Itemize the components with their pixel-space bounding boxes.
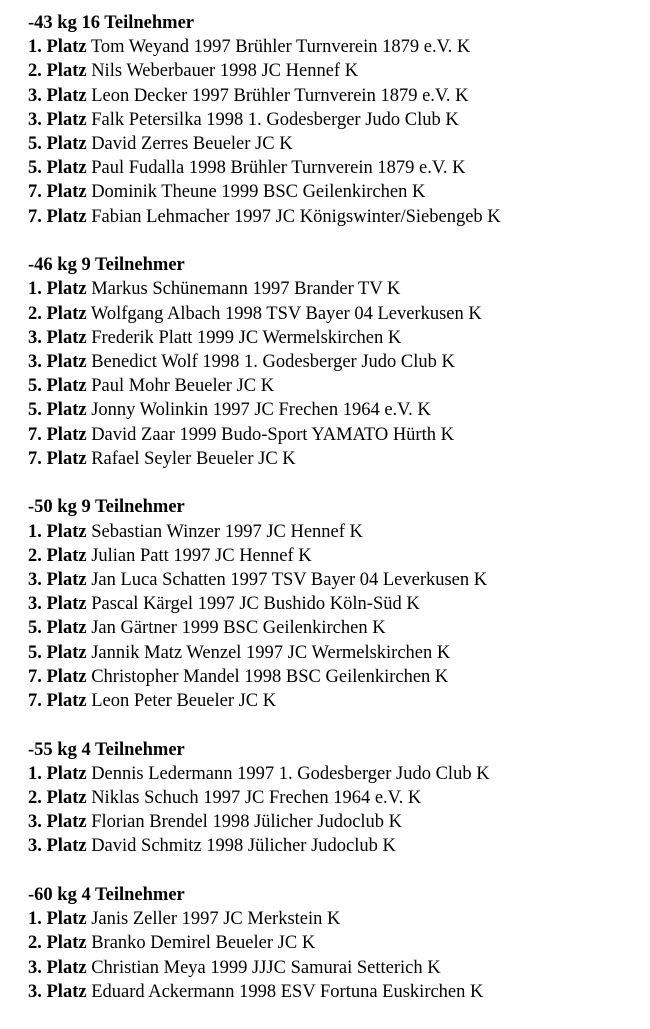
athlete-info: David Zaar 1999 Budo-Sport YAMATO Hürth K [91, 424, 454, 445]
placement-label: 3. Platz [28, 109, 87, 130]
placement-label: 2. Platz [28, 61, 87, 82]
athlete-info: Eduard Ackermann 1998 ESV Fortuna Euskirchen K [91, 981, 484, 1002]
athlete-info: Markus Schünemann 1997 Brander TV K [91, 279, 401, 300]
athlete-info: Niklas Schuch 1997 JC Frechen 1964 e.V. K [91, 787, 422, 808]
athlete-info: Dennis Ledermann 1997 1. Godesberger Judo Club K [91, 763, 490, 784]
athlete-info: Wolfgang Albach 1998 TSV Bayer 04 Leverkusen K [90, 303, 482, 324]
result-entry [28, 132, 643, 156]
athlete-info: Sebastian Winzer 1997 JC Hennef K [91, 521, 363, 542]
placement-label: 3. Platz [28, 812, 87, 833]
placement-label: 1. Platz [28, 37, 87, 58]
athlete-info: Jannik Matz Wenzel 1997 JC Wermelskirchen K [91, 642, 451, 663]
placement-label: 3. Platz [28, 836, 87, 857]
placement-label: 3. Platz [28, 957, 87, 978]
athlete-info: Paul Mohr Beueler JC K [91, 376, 275, 397]
athlete-info: Christian Meya 1999 JJJC Samurai Setterich K [91, 957, 441, 978]
result-entry [28, 689, 643, 713]
placement-label: 3. Platz [28, 594, 87, 615]
result-entry [28, 568, 643, 592]
athlete-info: Leon Decker 1997 Brühler Turnverein 1879 e.V. K [91, 85, 469, 106]
result-entry [28, 956, 643, 980]
athlete-info: Nils Weberbauer 1998 JC Hennef K [91, 61, 359, 82]
weight-category [28, 738, 643, 859]
athlete-info: Rafael Seyler Beueler JC K [91, 448, 296, 469]
athlete-info: Pascal Kärgel 1997 JC Bushido Köln-Süd K [91, 594, 420, 615]
athlete-info: Branko Demirel Beueler JC K [91, 933, 316, 954]
athlete-info: Tom Weyand 1997 Brühler Turnverein 1879 e.V. K [90, 37, 471, 58]
placement-label: 7. Platz [28, 690, 87, 711]
results-document [28, 11, 643, 1004]
result-entry [28, 156, 643, 180]
result-entry [28, 180, 643, 204]
result-entry [28, 592, 643, 616]
result-entry [28, 302, 643, 326]
placement-label: 5. Platz [28, 376, 87, 397]
athlete-info: Falk Petersilka 1998 1. Godesberger Judo Club K [91, 109, 459, 130]
result-entry [28, 931, 643, 955]
placement-label: 5. Platz [28, 618, 87, 639]
athlete-info: David Schmitz 1998 Jülicher Judoclub K [91, 836, 396, 857]
result-entry [28, 520, 643, 544]
result-entry [28, 810, 643, 834]
result-entry [28, 108, 643, 132]
category-title: -55 kg 4 Teilnehmer [28, 739, 185, 760]
result-entry [28, 907, 643, 931]
result-entry [28, 641, 643, 665]
result-entry [28, 762, 643, 786]
weight-category [28, 495, 643, 713]
placement-label: 1. Platz [28, 909, 87, 930]
placement-label: 2. Platz [28, 545, 87, 566]
result-entry [28, 350, 643, 374]
placement-label: 2. Platz [28, 787, 87, 808]
placement-label: 1. Platz [28, 279, 87, 300]
result-entry [28, 423, 643, 447]
athlete-info: Janis Zeller 1997 JC Merkstein K [91, 909, 341, 930]
athlete-info: Leon Peter Beueler JC K [91, 690, 277, 711]
category-title: -43 kg 16 Teilnehmer [28, 13, 194, 33]
athlete-info: Jonny Wolinkin 1997 JC Frechen 1964 e.V. K [91, 400, 431, 421]
category-title: -60 kg 4 Teilnehmer [28, 885, 185, 905]
placement-label: 2. Platz [28, 303, 87, 324]
weight-category [28, 253, 643, 471]
category-title: -46 kg 9 Teilnehmer [28, 255, 185, 276]
athlete-info: Jan Luca Schatten 1997 TSV Bayer 04 Leverkusen K [91, 569, 488, 590]
placement-label: 3. Platz [28, 981, 87, 1002]
result-entry [28, 35, 643, 59]
placement-label: 7. Platz [28, 424, 87, 445]
placement-label: 5. Platz [28, 133, 87, 154]
result-entry [28, 834, 643, 858]
weight-category [28, 11, 643, 229]
result-entry [28, 786, 643, 810]
athlete-info: Paul Fudalla 1998 Brühler Turnverein 1879 e.V. K [91, 158, 466, 179]
placement-label: 5. Platz [28, 400, 87, 421]
athlete-info: Florian Brendel 1998 Jülicher Judoclub K [91, 812, 403, 833]
placement-label: 1. Platz [28, 763, 87, 784]
athlete-info: Julian Patt 1997 JC Hennef K [91, 545, 312, 566]
result-entry [28, 398, 643, 422]
athlete-info: Jan Gärtner 1999 BSC Geilenkirchen K [91, 618, 386, 639]
placement-label: 1. Platz [28, 521, 87, 542]
placement-label: 7. Platz [28, 666, 87, 687]
athlete-info: Benedict Wolf 1998 1. Godesberger Judo Club K [91, 351, 455, 372]
result-entry [28, 665, 643, 689]
category-title: -50 kg 9 Teilnehmer [28, 497, 185, 518]
athlete-info: Christopher Mandel 1998 BSC Geilenkirchen K [91, 666, 449, 687]
athlete-info: Dominik Theune 1999 BSC Geilenkirchen K [91, 182, 426, 203]
placement-label: 3. Platz [28, 327, 87, 348]
athlete-info: Frederik Platt 1999 JC Wermelskirchen K [91, 327, 402, 348]
placement-label: 3. Platz [28, 569, 87, 590]
placement-label: 2. Platz [28, 933, 87, 954]
placement-label: 7. Platz [28, 182, 87, 203]
result-entry [28, 980, 643, 1004]
placement-label: 3. Platz [28, 351, 87, 372]
placement-label: 3. Platz [28, 85, 87, 106]
athlete-info: Fabian Lehmacher 1997 JC Königswinter/Siebengeb K [91, 206, 501, 227]
weight-category [28, 883, 643, 1004]
result-entry [28, 205, 643, 229]
athlete-info: David Zerres Beueler JC K [91, 133, 293, 154]
placement-label: 5. Platz [28, 642, 87, 663]
placement-label: 7. Platz [28, 448, 87, 469]
placement-label: 5. Platz [28, 158, 87, 179]
result-entry [28, 84, 643, 108]
result-entry [28, 544, 643, 568]
placement-label: 7. Platz [28, 206, 87, 227]
result-entry [28, 374, 643, 398]
result-entry [28, 616, 643, 640]
result-entry [28, 447, 643, 471]
result-entry [28, 59, 643, 83]
result-entry [28, 326, 643, 350]
result-entry [28, 277, 643, 301]
